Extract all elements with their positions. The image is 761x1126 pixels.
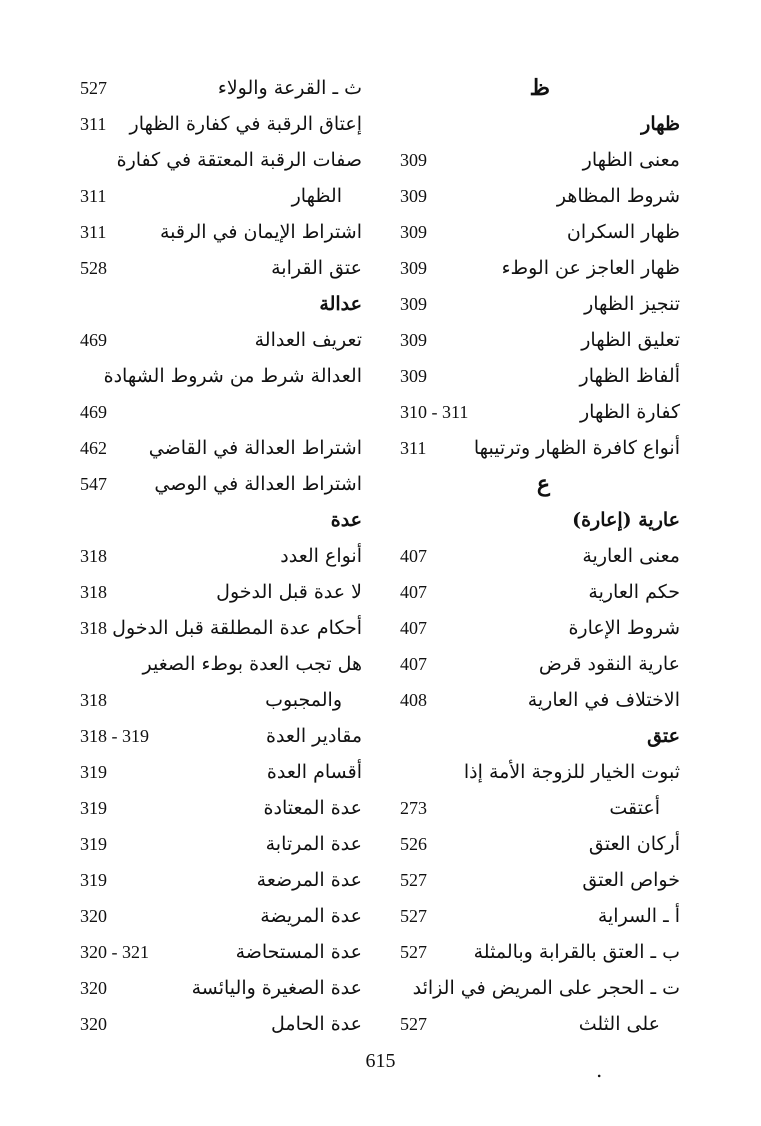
page-ref: 407 [400,654,427,674]
entry-text: عدة الحامل [271,1013,362,1035]
page-ref: 407 [400,618,427,638]
entry-text: على الثلث [578,1013,660,1035]
page-ref: 527 [400,1014,427,1034]
page-ref: 311 [80,114,107,134]
index-entry [400,142,680,178]
page-ref: 527 [80,78,107,98]
page-ref: 309 [400,258,427,278]
entry-text: عتق القرابة [271,257,362,279]
page-ref: 408 [400,690,427,710]
entry-text: أركان العتق [588,833,680,855]
index-entry [80,142,362,178]
footer-mark: . [596,1058,603,1082]
entry-text: أعتقت [609,797,660,819]
entry-text: تنجيز الظهار [584,293,680,315]
index-heading [400,106,680,142]
page-ref: 309 [400,186,427,206]
index-entry [80,646,362,682]
entry-text: اشتراط العدالة في الوصي [154,473,362,495]
entry-text: العدالة شرط من شروط الشهادة [103,365,362,387]
index-entry [80,394,362,430]
entry-text: ثبوت الخيار للزوجة الأمة إذا [463,761,680,783]
page-ref: 320 - 321 [80,942,149,962]
index-entry [400,322,680,358]
page-ref: 318 [80,690,107,710]
index-entry [80,178,362,214]
entry-text: والمجبوب [265,689,342,711]
index-entry [400,934,680,970]
index-entry [80,718,362,754]
entry-text: إعتاق الرقبة في كفارة الظهار [129,113,362,135]
page-ref: 547 [80,474,107,494]
index-entry [80,214,362,250]
page-ref: 311 [80,222,107,242]
entry-text: ث ـ القرعة والولاء [217,77,362,99]
entry-text: اشتراط العدالة في القاضي [148,437,362,459]
index-entry [80,574,362,610]
entry-text: معنى العارية [582,545,680,567]
entry-text: أنواع العدد [280,545,362,567]
index-entry [400,538,680,574]
entry-text: تعليق الظهار [581,329,680,351]
entry-text: عدة المستحاضة [235,941,362,963]
index-entry [400,646,680,682]
page-ref: 273 [400,798,427,818]
entry-text: لا عدة قبل الدخول [216,581,362,603]
index-entry [80,970,362,1006]
index-entry [80,358,362,394]
entry-text: عارية النقود قرض [538,653,680,675]
index-heading [400,718,680,754]
index-entry [80,826,362,862]
index-entry [80,754,362,790]
index-entry [400,286,680,322]
index-entry [400,754,680,790]
page-ref: 528 [80,258,107,278]
entry-text: الظهار [291,185,342,207]
index-entry [80,610,362,646]
entry-text: حكم العارية [588,581,680,603]
section-letter [400,70,680,106]
page-ref: 309 [400,222,427,242]
index-entry [400,1006,680,1042]
index-entry [80,1006,362,1042]
page-number: 615 [365,1050,396,1072]
page-ref: 527 [400,942,427,962]
entry-text: هل تجب العدة بوطء الصغير [142,653,362,675]
entry-text: عتق [647,725,680,747]
page-ref: 309 [400,330,427,350]
entry-text: ب ـ العتق بالقرابة وبالمثلة [473,941,680,963]
page-ref: 462 [80,438,107,458]
entry-text: تعريف العدالة [254,329,362,351]
index-entry [80,70,362,106]
page-ref: 318 [80,546,107,566]
index-entry [80,790,362,826]
entry-text: كفارة الظهار [580,401,680,423]
index-entry [80,934,362,970]
entry-text: أحكام عدة المطلقة قبل الدخول [112,617,362,639]
index-entry [80,682,362,718]
entry-text: أقسام العدة [266,761,362,783]
entry-text: ت ـ الحجر على المريض في الزائد [412,977,680,999]
index-entry [400,898,680,934]
page-ref: 318 [80,582,107,602]
entry-text: ع [536,471,550,497]
index-entry [400,430,680,466]
entry-text: ظهار السكران [566,221,680,243]
entry-text: عدة الصغيرة واليائسة [191,977,362,999]
index-entry [80,322,362,358]
entry-text: الاختلاف في العارية [527,689,680,711]
page-ref: 526 [400,834,427,854]
index-entry [400,682,680,718]
index-heading [80,502,362,538]
page-ref: 319 [80,834,107,854]
page-ref: 319 [80,870,107,890]
page-ref: 319 [80,762,107,782]
index-entry [400,574,680,610]
entry-text: عدة المريضة [260,905,362,927]
index-entry [400,214,680,250]
entry-text: ظهار العاجز عن الوطء [501,257,680,279]
entry-text: عدة المرضعة [256,869,362,891]
page-ref: 407 [400,582,427,602]
page-ref: 527 [400,870,427,890]
index-entry [80,862,362,898]
index-entry [400,394,680,430]
entry-text: معنى الظهار [582,149,680,171]
index-entry [80,466,362,502]
page-ref: 318 - 319 [80,726,149,746]
page-ref: 310 - 311 [400,402,469,422]
page-ref: 527 [400,906,427,926]
entry-text: عدالة [319,293,362,315]
entry-text: شروط الإعارة [568,617,680,639]
page-ref: 319 [80,798,107,818]
entry-text: ظهار [641,113,680,135]
entry-text: أنواع كافرة الظهار وترتيبها [473,437,680,459]
entry-text: عارية (إعارة) [572,509,680,531]
entry-text: خواص العتق [582,869,680,891]
index-entry [400,826,680,862]
index-entry [80,898,362,934]
index-entry [80,538,362,574]
page-ref: 469 [80,330,107,350]
entry-text: مقادير العدة [265,725,362,747]
entry-text: صفات الرقبة المعتقة في كفارة [116,149,362,171]
index-heading [80,286,362,322]
index-heading [400,502,680,538]
page-ref: 407 [400,546,427,566]
entry-text: أ ـ السراية [597,905,680,927]
index-entry [400,970,680,1006]
page-ref: 309 [400,294,427,314]
page-ref: 311 [400,438,427,458]
entry-text: ظ [529,75,550,101]
index-entry [400,358,680,394]
index-entry [400,790,680,826]
index-entry [400,610,680,646]
entry-text: اشتراط الإيمان في الرقبة [160,221,362,243]
index-entry [400,178,680,214]
page-ref: 320 [80,1014,107,1034]
page-ref: 469 [80,402,107,422]
section-letter [400,466,680,502]
index-entry [80,250,362,286]
page-ref: 318 [80,618,107,638]
page-ref: 320 [80,906,107,926]
entry-text: شروط المظاهر [556,185,680,207]
page-ref: 320 [80,978,107,998]
index-entry [400,862,680,898]
page-ref: 311 [80,186,107,206]
index-entry [80,106,362,142]
index-entry [400,250,680,286]
entry-text: ألفاظ الظهار [579,365,680,387]
page-ref: 309 [400,150,427,170]
entry-text: عدة المعتادة [263,797,362,819]
page-ref: 309 [400,366,427,386]
entry-text: عدة [330,509,362,531]
entry-text: عدة المرتابة [265,833,362,855]
index-entry [80,430,362,466]
